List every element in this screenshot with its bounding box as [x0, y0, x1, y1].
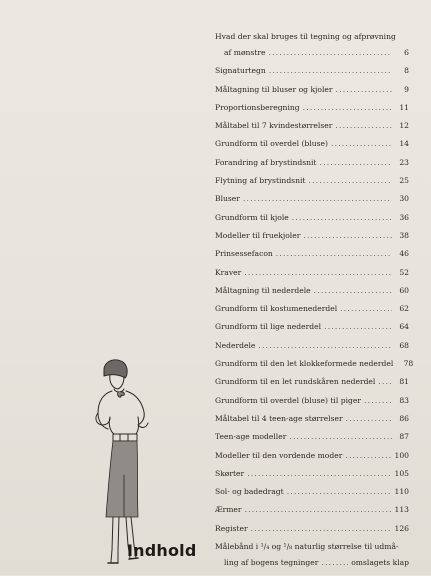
toc-entry-title: Kraver — [215, 267, 242, 277]
dot-leader — [336, 85, 392, 95]
toc-entry — [215, 341, 409, 351]
dot-leader — [276, 249, 392, 259]
page-title: Indhold — [127, 541, 197, 560]
toc-entry-page: 30 — [399, 194, 409, 204]
toc-entry-page: 46 — [399, 249, 409, 259]
toc-entry — [215, 558, 409, 568]
toc-entry — [215, 414, 409, 424]
toc-entry — [215, 322, 409, 332]
toc-entry-page: 87 — [399, 432, 409, 442]
toc-entry-title: Teen-age modeller — [215, 432, 287, 442]
toc-entry — [215, 85, 409, 95]
toc-entry-title: Skørter — [215, 468, 245, 478]
toc-entry — [215, 304, 409, 314]
dot-leader — [303, 103, 392, 113]
dot-leader — [320, 158, 393, 168]
toc-entry — [215, 487, 409, 497]
toc-entry-title: Signaturtegn — [215, 66, 266, 76]
toc-entry-title: Grundform til den let klokkeformede nederdel — [215, 359, 394, 369]
toc-entry-title: Måltabel til 4 teen-age størrelser — [215, 413, 343, 423]
toc-entry — [215, 176, 409, 186]
toc-entry-page: 38 — [399, 230, 409, 240]
dot-leader — [345, 451, 391, 461]
dot-leader — [346, 414, 392, 424]
dot-leader — [292, 213, 392, 223]
toc-entry — [215, 542, 409, 552]
toc-entry-page: 110 — [394, 487, 409, 497]
toc-entry — [215, 231, 409, 241]
toc-entry — [215, 524, 409, 534]
dot-leader — [335, 121, 392, 131]
toc-entry-title: Register — [215, 523, 248, 533]
toc-entry-title: ling af bogens tegninger — [224, 558, 319, 568]
toc-entry-title: Målebånd i ¹/₄ og ¹/₈ naturlig størrelse til udmå- — [215, 542, 399, 552]
toc-entry — [215, 469, 409, 479]
toc-entry — [215, 48, 409, 58]
toc-entry-page: 83 — [399, 395, 409, 405]
toc-entry-title: Grundform til kostumenederdel — [215, 304, 338, 314]
dot-leader — [289, 432, 392, 442]
toc-entry-title: Grundform til overdel (bluse) — [215, 139, 328, 149]
dot-leader — [258, 341, 392, 351]
toc-entry — [215, 432, 409, 442]
toc-entry — [215, 359, 414, 369]
dot-leader — [378, 377, 392, 387]
toc-entry-title: Forandring af brystindsnit — [215, 157, 317, 167]
toc-entry-title: Modeller til den vordende moder — [215, 450, 343, 460]
toc-entry — [215, 249, 409, 259]
toc-entry-title: Grundform til kjole — [215, 212, 289, 222]
toc-entry-page: 105 — [394, 468, 409, 478]
dot-leader — [251, 524, 392, 534]
toc-entry-page: 60 — [399, 285, 409, 295]
toc-entry-title: Flytning af brystindsnit — [215, 176, 306, 186]
toc-entry-title: Grundform til en let rundskåren nederdel — [215, 377, 376, 387]
toc-entry-title: Prinsessefacon — [215, 249, 273, 259]
toc-entry-page: 113 — [394, 505, 409, 515]
toc-entry — [215, 66, 409, 76]
dot-leader — [244, 268, 392, 278]
toc-entry-title: Grundform til lige nederdel — [215, 322, 322, 332]
toc-entry-page: 52 — [399, 267, 409, 277]
toc-entry-title: Modeller til fruekjoler — [215, 230, 301, 240]
toc-entry — [215, 286, 409, 296]
toc-entry-page: 78 — [403, 359, 414, 369]
toc-entry-page: 100 — [394, 450, 409, 460]
toc-entry-page: 86 — [399, 413, 409, 423]
toc-entry-page: omslagets klap — [351, 558, 409, 568]
dot-leader — [303, 231, 392, 241]
dot-leader — [321, 558, 348, 568]
dot-leader — [340, 304, 392, 314]
toc-entry — [215, 158, 409, 168]
toc-entry — [215, 505, 409, 515]
dot-leader — [269, 66, 392, 76]
toc-entry — [215, 377, 409, 387]
table-of-contents — [215, 32, 414, 576]
toc-entry-page: 25 — [399, 176, 409, 186]
toc-entry-page: 36 — [399, 212, 409, 222]
toc-entry-title: Hvad der skal bruges til tegning og afprøvning — [215, 32, 396, 41]
toc-entry-page: 8 — [404, 66, 409, 76]
dot-leader — [324, 322, 392, 332]
toc-entry-page: 12 — [399, 121, 409, 131]
dot-leader — [247, 469, 391, 479]
toc-entry — [215, 194, 409, 204]
toc-entry-page: 11 — [399, 102, 409, 112]
toc-entry-title: Bluser — [215, 194, 240, 204]
toc-entry — [215, 103, 409, 113]
toc-entry-title: Sol- og badedragt — [215, 487, 284, 497]
toc-entry-page: 126 — [394, 523, 409, 533]
fashion-sketch-illustration — [88, 355, 168, 570]
dot-leader — [364, 396, 392, 406]
toc-entry — [215, 213, 409, 223]
toc-entry-title: Måltabel til 7 kvindestørrelser — [215, 121, 333, 131]
dot-leader — [245, 505, 392, 515]
dot-leader — [314, 286, 392, 296]
toc-entry-title: Måltagning til bluser og kjoler — [215, 84, 333, 94]
dot-leader — [308, 176, 392, 186]
toc-entry-page: 23 — [399, 157, 409, 167]
toc-entry-title: Grundform til overdel (bluse) til piger — [215, 395, 361, 405]
toc-entry-title: Proportionsberegning — [215, 102, 300, 112]
toc-entry — [215, 451, 409, 461]
toc-entry-title: af mønstre — [224, 48, 266, 57]
toc-entry-page: 14 — [399, 139, 409, 149]
dot-leader — [287, 487, 392, 497]
dot-leader — [243, 194, 392, 204]
toc-entry-page: 62 — [399, 304, 409, 314]
toc-entry-title: Ærmer — [215, 505, 242, 515]
toc-entry-title: Måltagning til nederdele — [215, 285, 311, 295]
toc-entry — [215, 121, 409, 131]
toc-entry-page: 9 — [404, 84, 409, 94]
dot-leader — [331, 139, 392, 149]
toc-entry — [215, 396, 409, 406]
toc-entry-page: 81 — [399, 377, 409, 387]
toc-entry — [215, 32, 409, 42]
toc-entry-page: 68 — [399, 340, 409, 350]
toc-entry-page: 64 — [399, 322, 409, 332]
toc-entry — [215, 139, 409, 149]
toc-entry-page: 6 — [404, 48, 409, 57]
toc-entry — [215, 268, 409, 278]
toc-entry-title: Nederdele — [215, 340, 256, 350]
dot-leader — [269, 48, 393, 58]
